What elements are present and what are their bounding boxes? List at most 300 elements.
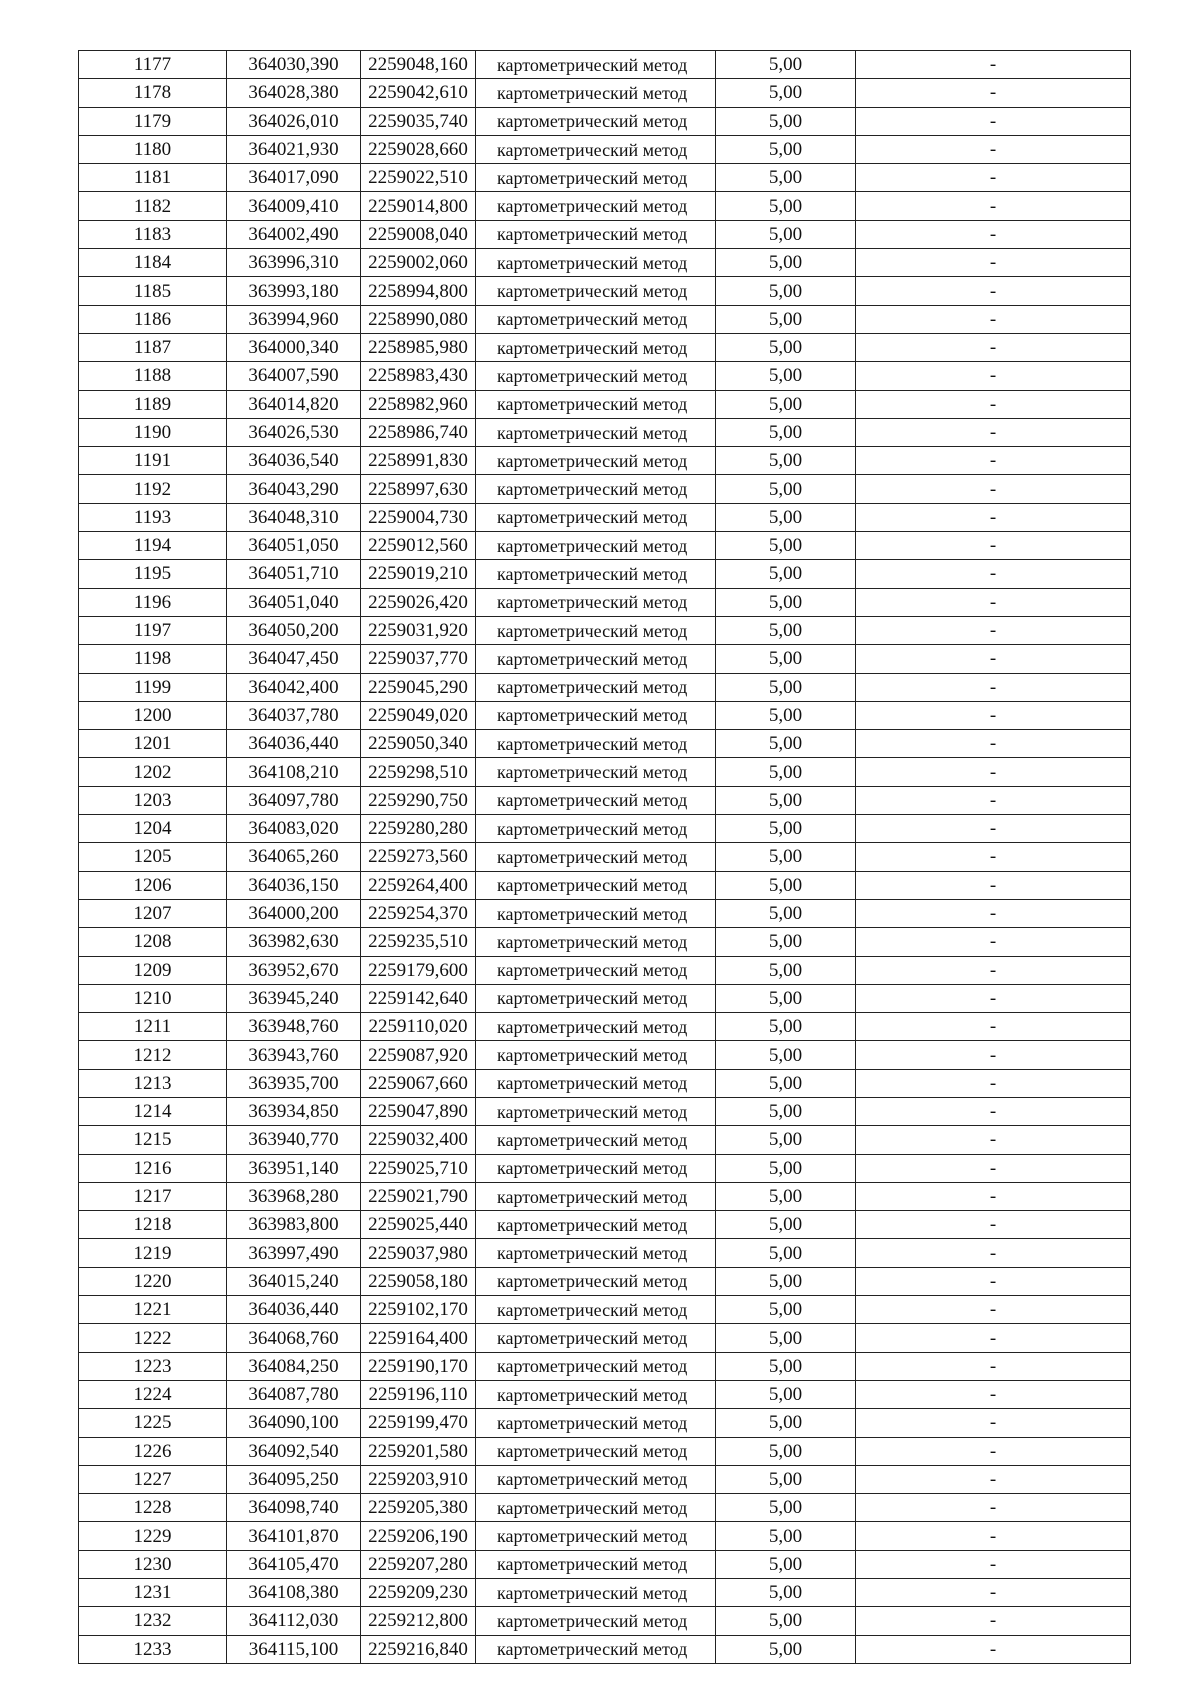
table-row	[79, 1069, 1131, 1097]
point-number-cell: 1206	[79, 871, 227, 899]
accuracy-cell: 5,00	[716, 560, 856, 588]
point-number-cell: 1226	[79, 1437, 227, 1465]
method-cell: картометрический метод	[476, 333, 716, 361]
description-cell: -	[856, 1211, 1131, 1239]
table-row	[79, 135, 1131, 163]
description-cell: -	[856, 588, 1131, 616]
point-number-cell: 1223	[79, 1352, 227, 1380]
method-cell: картометрический метод	[476, 220, 716, 248]
y-coordinate-cell: 2259298,510	[361, 758, 476, 786]
point-number-cell: 1199	[79, 673, 227, 701]
x-coordinate-cell: 364037,780	[227, 701, 361, 729]
table-row	[79, 1579, 1131, 1607]
table-row	[79, 673, 1131, 701]
description-cell: -	[856, 503, 1131, 531]
point-number-cell: 1185	[79, 277, 227, 305]
table-row	[79, 560, 1131, 588]
x-coordinate-cell: 363948,760	[227, 1013, 361, 1041]
point-number-cell: 1220	[79, 1267, 227, 1295]
x-coordinate-cell: 364108,380	[227, 1579, 361, 1607]
table-row	[79, 1465, 1131, 1493]
description-cell: -	[856, 1550, 1131, 1578]
table-row	[79, 447, 1131, 475]
x-coordinate-cell: 364000,340	[227, 333, 361, 361]
y-coordinate-cell: 2259042,610	[361, 79, 476, 107]
method-cell: картометрический метод	[476, 79, 716, 107]
x-coordinate-cell: 364068,760	[227, 1324, 361, 1352]
description-cell: -	[856, 1635, 1131, 1663]
description-cell: -	[856, 1579, 1131, 1607]
table-row	[79, 1182, 1131, 1210]
description-cell: -	[856, 390, 1131, 418]
table-row	[79, 1494, 1131, 1522]
table-row	[79, 532, 1131, 560]
x-coordinate-cell: 364065,260	[227, 843, 361, 871]
description-cell: -	[856, 1409, 1131, 1437]
point-number-cell: 1200	[79, 701, 227, 729]
accuracy-cell: 5,00	[716, 192, 856, 220]
y-coordinate-cell: 2259209,230	[361, 1579, 476, 1607]
accuracy-cell: 5,00	[716, 107, 856, 135]
point-number-cell: 1225	[79, 1409, 227, 1437]
method-cell: картометрический метод	[476, 560, 716, 588]
x-coordinate-cell: 364030,390	[227, 51, 361, 79]
table-row	[79, 1267, 1131, 1295]
accuracy-cell: 5,00	[716, 701, 856, 729]
accuracy-cell: 5,00	[716, 1607, 856, 1635]
table-row	[79, 701, 1131, 729]
description-cell: -	[856, 1465, 1131, 1493]
y-coordinate-cell: 2259207,280	[361, 1550, 476, 1578]
table-row	[79, 645, 1131, 673]
accuracy-cell: 5,00	[716, 1465, 856, 1493]
table-row	[79, 192, 1131, 220]
accuracy-cell: 5,00	[716, 645, 856, 673]
method-cell: картометрический метод	[476, 447, 716, 475]
accuracy-cell: 5,00	[716, 1579, 856, 1607]
accuracy-cell: 5,00	[716, 135, 856, 163]
table-row	[79, 1239, 1131, 1267]
y-coordinate-cell: 2258994,800	[361, 277, 476, 305]
accuracy-cell: 5,00	[716, 1296, 856, 1324]
method-cell: картометрический метод	[476, 1409, 716, 1437]
x-coordinate-cell: 364115,100	[227, 1635, 361, 1663]
y-coordinate-cell: 2259290,750	[361, 786, 476, 814]
x-coordinate-cell: 364026,530	[227, 418, 361, 446]
accuracy-cell: 5,00	[716, 1239, 856, 1267]
method-cell: картометрический метод	[476, 1352, 716, 1380]
method-cell: картометрический метод	[476, 1013, 716, 1041]
accuracy-cell: 5,00	[716, 1522, 856, 1550]
y-coordinate-cell: 2258986,740	[361, 418, 476, 446]
method-cell: картометрический метод	[476, 249, 716, 277]
description-cell: -	[856, 220, 1131, 248]
x-coordinate-cell: 363943,760	[227, 1041, 361, 1069]
method-cell: картометрический метод	[476, 1380, 716, 1408]
x-coordinate-cell: 364092,540	[227, 1437, 361, 1465]
description-cell: -	[856, 1607, 1131, 1635]
accuracy-cell: 5,00	[716, 1635, 856, 1663]
y-coordinate-cell: 2259190,170	[361, 1352, 476, 1380]
accuracy-cell: 5,00	[716, 815, 856, 843]
method-cell: картометрический метод	[476, 1126, 716, 1154]
method-cell: картометрический метод	[476, 1494, 716, 1522]
description-cell: -	[856, 984, 1131, 1012]
method-cell: картометрический метод	[476, 164, 716, 192]
x-coordinate-cell: 363951,140	[227, 1154, 361, 1182]
table-row	[79, 758, 1131, 786]
x-coordinate-cell: 364090,100	[227, 1409, 361, 1437]
method-cell: картометрический метод	[476, 51, 716, 79]
point-number-cell: 1215	[79, 1126, 227, 1154]
point-number-cell: 1196	[79, 588, 227, 616]
point-number-cell: 1232	[79, 1607, 227, 1635]
table-row	[79, 107, 1131, 135]
x-coordinate-cell: 363993,180	[227, 277, 361, 305]
table-row	[79, 1522, 1131, 1550]
accuracy-cell: 5,00	[716, 79, 856, 107]
point-number-cell: 1181	[79, 164, 227, 192]
x-coordinate-cell: 364047,450	[227, 645, 361, 673]
x-coordinate-cell: 363983,800	[227, 1211, 361, 1239]
accuracy-cell: 5,00	[716, 418, 856, 446]
point-number-cell: 1184	[79, 249, 227, 277]
accuracy-cell: 5,00	[716, 1409, 856, 1437]
point-number-cell: 1214	[79, 1097, 227, 1125]
x-coordinate-cell: 364043,290	[227, 475, 361, 503]
point-number-cell: 1204	[79, 815, 227, 843]
point-number-cell: 1201	[79, 730, 227, 758]
x-coordinate-cell: 364105,470	[227, 1550, 361, 1578]
description-cell: -	[856, 1522, 1131, 1550]
table-row	[79, 1041, 1131, 1069]
x-coordinate-cell: 364083,020	[227, 815, 361, 843]
point-number-cell: 1205	[79, 843, 227, 871]
method-cell: картометрический метод	[476, 1579, 716, 1607]
description-cell: -	[856, 1041, 1131, 1069]
y-coordinate-cell: 2259047,890	[361, 1097, 476, 1125]
table-row	[79, 815, 1131, 843]
description-cell: -	[856, 192, 1131, 220]
y-coordinate-cell: 2259025,440	[361, 1211, 476, 1239]
description-cell: -	[856, 871, 1131, 899]
accuracy-cell: 5,00	[716, 220, 856, 248]
point-number-cell: 1233	[79, 1635, 227, 1663]
x-coordinate-cell: 364014,820	[227, 390, 361, 418]
method-cell: картометрический метод	[476, 1437, 716, 1465]
method-cell: картометрический метод	[476, 107, 716, 135]
point-number-cell: 1231	[79, 1579, 227, 1607]
table-row	[79, 928, 1131, 956]
accuracy-cell: 5,00	[716, 871, 856, 899]
x-coordinate-cell: 363994,960	[227, 305, 361, 333]
description-cell: -	[856, 1182, 1131, 1210]
y-coordinate-cell: 2259235,510	[361, 928, 476, 956]
table-row	[79, 249, 1131, 277]
table-row	[79, 588, 1131, 616]
accuracy-cell: 5,00	[716, 1154, 856, 1182]
method-cell: картометрический метод	[476, 135, 716, 163]
y-coordinate-cell: 2259008,040	[361, 220, 476, 248]
point-number-cell: 1182	[79, 192, 227, 220]
x-coordinate-cell: 364015,240	[227, 1267, 361, 1295]
accuracy-cell: 5,00	[716, 532, 856, 560]
method-cell: картометрический метод	[476, 1182, 716, 1210]
y-coordinate-cell: 2259273,560	[361, 843, 476, 871]
x-coordinate-cell: 364017,090	[227, 164, 361, 192]
table-row	[79, 503, 1131, 531]
description-cell: -	[856, 418, 1131, 446]
description-cell: -	[856, 956, 1131, 984]
x-coordinate-cell: 364048,310	[227, 503, 361, 531]
method-cell: картометрический метод	[476, 616, 716, 644]
description-cell: -	[856, 701, 1131, 729]
point-number-cell: 1209	[79, 956, 227, 984]
method-cell: картометрический метод	[476, 1069, 716, 1097]
method-cell: картометрический метод	[476, 956, 716, 984]
description-cell: -	[856, 1126, 1131, 1154]
y-coordinate-cell: 2259201,580	[361, 1437, 476, 1465]
accuracy-cell: 5,00	[716, 1041, 856, 1069]
y-coordinate-cell: 2259045,290	[361, 673, 476, 701]
method-cell: картометрический метод	[476, 192, 716, 220]
point-number-cell: 1188	[79, 362, 227, 390]
method-cell: картометрический метод	[476, 928, 716, 956]
description-cell: -	[856, 1097, 1131, 1125]
method-cell: картометрический метод	[476, 645, 716, 673]
x-coordinate-cell: 364101,870	[227, 1522, 361, 1550]
point-number-cell: 1221	[79, 1296, 227, 1324]
y-coordinate-cell: 2259031,920	[361, 616, 476, 644]
x-coordinate-cell: 364098,740	[227, 1494, 361, 1522]
x-coordinate-cell: 363968,280	[227, 1182, 361, 1210]
point-number-cell: 1178	[79, 79, 227, 107]
y-coordinate-cell: 2259203,910	[361, 1465, 476, 1493]
x-coordinate-cell: 364009,410	[227, 192, 361, 220]
method-cell: картометрический метод	[476, 1635, 716, 1663]
y-coordinate-cell: 2259212,800	[361, 1607, 476, 1635]
method-cell: картометрический метод	[476, 1550, 716, 1578]
y-coordinate-cell: 2259002,060	[361, 249, 476, 277]
point-number-cell: 1197	[79, 616, 227, 644]
y-coordinate-cell: 2259087,920	[361, 1041, 476, 1069]
table-row	[79, 899, 1131, 927]
point-number-cell: 1202	[79, 758, 227, 786]
accuracy-cell: 5,00	[716, 899, 856, 927]
x-coordinate-cell: 363935,700	[227, 1069, 361, 1097]
y-coordinate-cell: 2258997,630	[361, 475, 476, 503]
y-coordinate-cell: 2259050,340	[361, 730, 476, 758]
description-cell: -	[856, 1239, 1131, 1267]
y-coordinate-cell: 2259049,020	[361, 701, 476, 729]
point-number-cell: 1229	[79, 1522, 227, 1550]
table-row	[79, 1324, 1131, 1352]
description-cell: -	[856, 1069, 1131, 1097]
description-cell: -	[856, 815, 1131, 843]
accuracy-cell: 5,00	[716, 758, 856, 786]
accuracy-cell: 5,00	[716, 843, 856, 871]
method-cell: картометрический метод	[476, 730, 716, 758]
accuracy-cell: 5,00	[716, 277, 856, 305]
y-coordinate-cell: 2259280,280	[361, 815, 476, 843]
point-number-cell: 1227	[79, 1465, 227, 1493]
y-coordinate-cell: 2258990,080	[361, 305, 476, 333]
accuracy-cell: 5,00	[716, 447, 856, 475]
y-coordinate-cell: 2259022,510	[361, 164, 476, 192]
method-cell: картометрический метод	[476, 673, 716, 701]
description-cell: -	[856, 107, 1131, 135]
table-row	[79, 1097, 1131, 1125]
description-cell: -	[856, 673, 1131, 701]
description-cell: -	[856, 362, 1131, 390]
method-cell: картометрический метод	[476, 277, 716, 305]
description-cell: -	[856, 1154, 1131, 1182]
point-number-cell: 1183	[79, 220, 227, 248]
description-cell: -	[856, 899, 1131, 927]
x-coordinate-cell: 364036,440	[227, 1296, 361, 1324]
description-cell: -	[856, 277, 1131, 305]
method-cell: картометрический метод	[476, 305, 716, 333]
y-coordinate-cell: 2259067,660	[361, 1069, 476, 1097]
y-coordinate-cell: 2259206,190	[361, 1522, 476, 1550]
point-number-cell: 1213	[79, 1069, 227, 1097]
point-number-cell: 1193	[79, 503, 227, 531]
point-number-cell: 1228	[79, 1494, 227, 1522]
y-coordinate-cell: 2259199,470	[361, 1409, 476, 1437]
description-cell: -	[856, 645, 1131, 673]
method-cell: картометрический метод	[476, 475, 716, 503]
description-cell: -	[856, 333, 1131, 361]
table-row	[79, 1550, 1131, 1578]
description-cell: -	[856, 1494, 1131, 1522]
y-coordinate-cell: 2259004,730	[361, 503, 476, 531]
table-row	[79, 1296, 1131, 1324]
table-row	[79, 220, 1131, 248]
table-row	[79, 1013, 1131, 1041]
x-coordinate-cell: 364084,250	[227, 1352, 361, 1380]
x-coordinate-cell: 364050,200	[227, 616, 361, 644]
description-cell: -	[856, 164, 1131, 192]
x-coordinate-cell: 363940,770	[227, 1126, 361, 1154]
accuracy-cell: 5,00	[716, 164, 856, 192]
method-cell: картометрический метод	[476, 1041, 716, 1069]
accuracy-cell: 5,00	[716, 390, 856, 418]
method-cell: картометрический метод	[476, 1607, 716, 1635]
description-cell: -	[856, 786, 1131, 814]
table-row	[79, 1380, 1131, 1408]
accuracy-cell: 5,00	[716, 730, 856, 758]
table-row	[79, 362, 1131, 390]
method-cell: картометрический метод	[476, 1522, 716, 1550]
description-cell: -	[856, 730, 1131, 758]
x-coordinate-cell: 364112,030	[227, 1607, 361, 1635]
accuracy-cell: 5,00	[716, 51, 856, 79]
x-coordinate-cell: 364026,010	[227, 107, 361, 135]
point-number-cell: 1190	[79, 418, 227, 446]
accuracy-cell: 5,00	[716, 333, 856, 361]
table-row	[79, 1607, 1131, 1635]
description-cell: -	[856, 616, 1131, 644]
description-cell: -	[856, 79, 1131, 107]
y-coordinate-cell: 2259205,380	[361, 1494, 476, 1522]
y-coordinate-cell: 2259014,800	[361, 192, 476, 220]
method-cell: картометрический метод	[476, 758, 716, 786]
y-coordinate-cell: 2259102,170	[361, 1296, 476, 1324]
accuracy-cell: 5,00	[716, 588, 856, 616]
point-number-cell: 1230	[79, 1550, 227, 1578]
table-row	[79, 475, 1131, 503]
accuracy-cell: 5,00	[716, 1182, 856, 1210]
x-coordinate-cell: 363996,310	[227, 249, 361, 277]
accuracy-cell: 5,00	[716, 1126, 856, 1154]
table-row	[79, 1437, 1131, 1465]
method-cell: картометрический метод	[476, 1097, 716, 1125]
x-coordinate-cell: 364051,710	[227, 560, 361, 588]
coordinates-table-body	[79, 51, 1131, 1664]
description-cell: -	[856, 758, 1131, 786]
table-row	[79, 1126, 1131, 1154]
method-cell: картометрический метод	[476, 588, 716, 616]
table-row	[79, 616, 1131, 644]
method-cell: картометрический метод	[476, 1154, 716, 1182]
accuracy-cell: 5,00	[716, 503, 856, 531]
description-cell: -	[856, 1296, 1131, 1324]
accuracy-cell: 5,00	[716, 249, 856, 277]
y-coordinate-cell: 2259012,560	[361, 532, 476, 560]
x-coordinate-cell: 364087,780	[227, 1380, 361, 1408]
table-row	[79, 1409, 1131, 1437]
x-coordinate-cell: 364042,400	[227, 673, 361, 701]
y-coordinate-cell: 2259032,400	[361, 1126, 476, 1154]
accuracy-cell: 5,00	[716, 1494, 856, 1522]
table-row	[79, 305, 1131, 333]
table-row	[79, 277, 1131, 305]
x-coordinate-cell: 364051,050	[227, 532, 361, 560]
x-coordinate-cell: 364021,930	[227, 135, 361, 163]
accuracy-cell: 5,00	[716, 984, 856, 1012]
x-coordinate-cell: 364000,200	[227, 899, 361, 927]
description-cell: -	[856, 1352, 1131, 1380]
accuracy-cell: 5,00	[716, 956, 856, 984]
point-number-cell: 1212	[79, 1041, 227, 1069]
description-cell: -	[856, 1013, 1131, 1041]
accuracy-cell: 5,00	[716, 362, 856, 390]
x-coordinate-cell: 363997,490	[227, 1239, 361, 1267]
method-cell: картометрический метод	[476, 532, 716, 560]
method-cell: картометрический метод	[476, 418, 716, 446]
y-coordinate-cell: 2259196,110	[361, 1380, 476, 1408]
table-row	[79, 1635, 1131, 1663]
table-row	[79, 333, 1131, 361]
point-number-cell: 1207	[79, 899, 227, 927]
accuracy-cell: 5,00	[716, 305, 856, 333]
point-number-cell: 1219	[79, 1239, 227, 1267]
point-number-cell: 1192	[79, 475, 227, 503]
point-number-cell: 1177	[79, 51, 227, 79]
table-row	[79, 390, 1131, 418]
description-cell: -	[856, 447, 1131, 475]
x-coordinate-cell: 364051,040	[227, 588, 361, 616]
table-row	[79, 956, 1131, 984]
table-row	[79, 1211, 1131, 1239]
y-coordinate-cell: 2258983,430	[361, 362, 476, 390]
description-cell: -	[856, 928, 1131, 956]
method-cell: картометрический метод	[476, 843, 716, 871]
y-coordinate-cell: 2259037,770	[361, 645, 476, 673]
x-coordinate-cell: 363952,670	[227, 956, 361, 984]
table-row	[79, 730, 1131, 758]
table-row	[79, 1352, 1131, 1380]
